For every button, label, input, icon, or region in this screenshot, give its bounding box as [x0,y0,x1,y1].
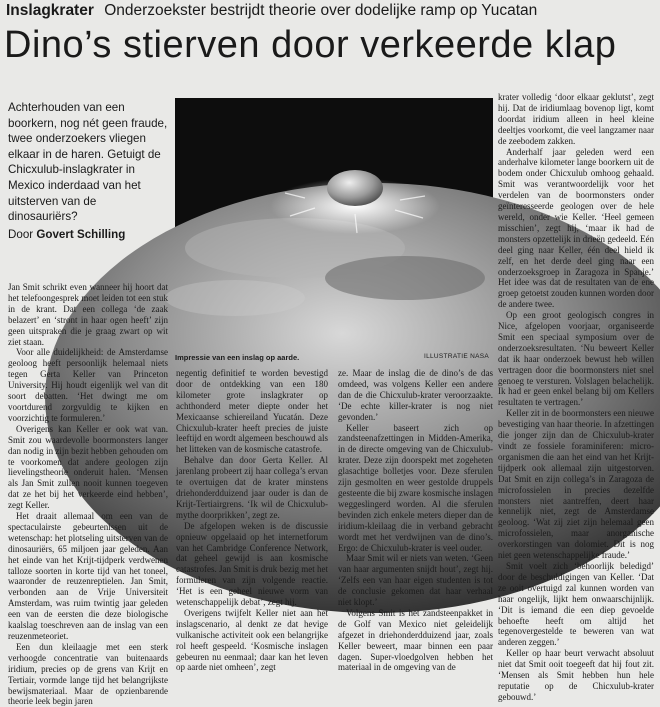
photo-caption: Impressie van een inslag op aarde. [175,353,300,362]
paragraph: Op een groot geologisch congres in Nice, afgelopen voorjaar, organiseerde Smit een speciaal symposium over de onderzoeksresultaten. ‘Nu beweert Keller dat ik haar onderzoek bewust heb willen vertragen door die boormonsters niet snel genoeg te versturen. Volslagen belachelijk. Ik had er geen enkel belang bij om Kellers resultaten te vertragen.’ [498,310,654,408]
paragraph: krater volledig ‘door elkaar geklutst’, zegt hij. Dat de iridiumlaag bovenop ligt, komt doordat iridium alleen in heel kleine deeltjes voorkomt, die veel langzamer naar de zeebodem zakken. [498,92,654,146]
headline: Dino’s stierven door verkeerde klap [4,24,617,66]
paragraph: Overigens twijfelt Keller niet aan het inslagscenario, al denkt ze dat hevige vulkanische activiteit ook een belangrijke rol heeft gespeeld. ‘Kosmische inslagen gebeuren nu eenmaal; daar kan het leven op aarde niet omheen’, zegt [176,607,328,673]
paragraph: Anderhalf jaar geleden werd een anderhalve kilometer lange boorkern uit de bodem onder Chicxulub omhoog gehaald. Smit was verantwoordelijk voor het verdelen van de boormonsters onder geïnteresseerde geologen over de hele wereld, onder wie Keller. ‘Heel gemeen misschien’, zegt hij, ‘maar ik had de monsters opzettelijk in drieën gedeeld. Eén deel ging naar Keller, één deel hield ik zelf, en het derde deel ging naar een onderzoeksgroep in Zaragoza in Spanje.’ Het idee was dat de resultaten van de ene groep getoetst zouden kunnen worden door de andere twee. [498,146,654,310]
paragraph: Keller baseert zich op zandsteenafzettingen in Midden-Amerika, in de directe omgeving van de Chicxulub-krater. Deze zijn doorspekt met zogeheten glasachtige bolletjes voor. Deze sferulen zijn gesmolten en weer gestolde druppels gesteente die bij zware kosmische inslagen weggeslingerd worden. Al die sferulen bevinden zich enkele meters dieper dan de iridium-kleilaag die in verband gebracht wordt met het verdwijnen van de dino’s. Ergo: de Chicxulub-krater is veel ouder. [338,422,493,553]
paragraph: Keller zit in de boormonsters een nieuwe bevestiging van haar theorie. In afzettingen die jonger zijn dan de Chicxulub-krater vindt ze fossiele foraminiferen: micro-organismen die aan het eind van het Krijt-tijdperk ook allemaal zijn uitgestorven. Dat Smit en zijn collega’s in Zaragoza de microfossielen in precies dezelfde monsters niet aantreffen, deert haar kennelijk niet, zegt de Amsterdamse geoloog. ‘Wat zij ziet zijn helemaal geen microfossielen, maar anorganische overkorstingen van dolomiet. Dit is nog niet geen wetenschappelijke fraude.’ [498,408,654,561]
article-column-3 [338,368,493,673]
article-column-4 [498,92,654,702]
paragraph: Overigens kan Keller er ook wat van. Smit zou waardevolle boormonsters langer dan nodig in zijn bezit hebben gehouden om te voorkomen dat andere geologen zijn lievelingstheorie onderuit halen. ‘Mensen als Jan Smit zullen nooit kunnen toegeven dat ze het bij het verkeerde eind hebben’, zegt Keller. [8,423,168,511]
paragraph: Volgens Smit is het zandsteenpakket in de Golf van Mexico niet geleidelijk afgezet in driehonderdduizend jaar, zoals Keller beweert, maar binnen een paar dagen. Super-vloedgolven hebben het materiaal in de omgeving van de [338,607,493,673]
byline-prefix: Door [8,227,34,241]
kicker-subtitle: Onderzoekster bestrijdt theorie over dodelijke ramp op Yucatan [104,2,538,19]
paragraph: Een dun kleilaagje met een sterk verhoogde concentratie van buitenaards iridium, precies op de grens van Krijt en Tertiair, vormde lange tijd het belangrijkste bewijsmateriaal. Maar de opzienbarende theorie leek begin jaren [8,641,168,707]
photo-caption-bar [175,350,493,364]
article-column-1 [8,282,168,707]
photo-credit: ILLUSTRATIE NASA [423,353,489,360]
paragraph: negentig definitief te worden bevestigd door de ontdekking van een 180 kilometer grote inslagkrater op achthonderd meter diepte onder het Mexicaanse schiereiland Yucatán. Deze Chicxulub-krater heeft precies de juiste leeftijd en wordt algemeen beschouwd als het litteken van de kosmische catastrofe. [176,368,328,455]
asteroid-impact-illustration [175,98,493,346]
paragraph: ze. Maar de inslag die de dino’s de das omdeed, was volgens Keller een andere dan de die Chicxulub-krater veroorzaakte. ‘De echte killer-krater is nog niet gevonden.’ [338,368,493,422]
paragraph: Maar Smit wil er niets van weten. ‘Geen van haar argumenten snijdt hout’, zegt hij. ‘Zelfs een van haar eigen studenten is tot de conclusie gekomen dat haar verhaal niet klopt.’ [338,553,493,608]
article-column-2 [176,368,328,673]
paragraph: Het draait allemaal om een van de spectaculairste gebeurtenissen uit de wetenschap: het plotseling uitsterven van de dinosauriërs, 65 miljoen jaar geleden. Aan het einde van het Krijt-tijdperk verdwenen talloze soorten in korte tijd van het toneel, waaronder de reuzenreptielen. Jan Smit, verbonden aan de Vrije Universiteit Amsterdam, was ruim twintig jaar geleden een van de eersten die deze biologische kaalslag toeschreven aan de inslag van een reuzenmeteoriet. [8,511,168,641]
intro-text: Achterhouden van een boorkern, nog nét geen fraude, twee onderzoekers vliegen elkaar in de haren. Getuigt de Chicxulub-inslagkrater in Mexico inderdaad van het uitsterven van de dinosauriërs? [8,101,168,224]
author-name: Govert Schilling [36,227,126,241]
paragraph: Jan Smit schrikt even wanneer hij hoort dat het telefoongesprek moet leiden tot een stuk in de krant. Dat een collega ‘de zaak belazert’ en ‘stront in haar ogen heeft’ zijn geen uitspraken die je graag zwart op wit ziet staan. [8,282,168,347]
paragraph: Behalve dan door Gerta Keller. Al jarenlang probeert zij haar collega’s ervan te overtuigen dat de krater minstens driehonderdduizend jaar ouder is dan de Krijt-Tertiairgrens. ‘Ik wil de Chicxulub-mythe doorprikken’, zegt ze. [176,455,328,520]
paragraph: Voor alle duidelijkheid: de Amsterdamse geoloog heeft persoonlijk helemaal niets tegen Gerta Keller van Princeton University. Hij houdt eigenlijk wel van dit soort debatten. ‘Het dwingt me om voortdurend zorgvuldig te kijken en voorzichtig te formuleren.’ [8,347,168,423]
kicker-topic: Inslagkrater [6,2,94,19]
paragraph: Keller op haar beurt verwacht absoluut niet dat Smit ooit toegeeft dat hij fout zit. ‘Mensen als Smit hebben hun hele reputatie op de Chicxulub-krater gebouwd.’ [498,648,654,702]
paragraph: Smit voelt zich ‘behoorlijk beledigd’ door de beschuldigingen van Keller. ‘Dat ze ooit overtuigd zal kunnen worden van haar ongelijk, lijkt hem onwaarschijnlijk. ‘Dit is iemand die een diep gevoelde behoefte heeft om altijd het tegenovergestelde te beweren van wat anderen zeggen.’ [498,560,654,648]
kicker [6,2,656,24]
paragraph: De afgelopen weken is de discussie opnieuw opgelaaid op het internetforum van het Cambridge Conference Network, dat geheel gewijd is aan kosmische catastrofes. Jan Smit is druk bezig met het formuleren van zijn volgende reactie. ‘Het is een geheel nieuwe vorm van wetenschappelijk debat’, zegt hij. [176,520,328,608]
byline [8,227,168,243]
